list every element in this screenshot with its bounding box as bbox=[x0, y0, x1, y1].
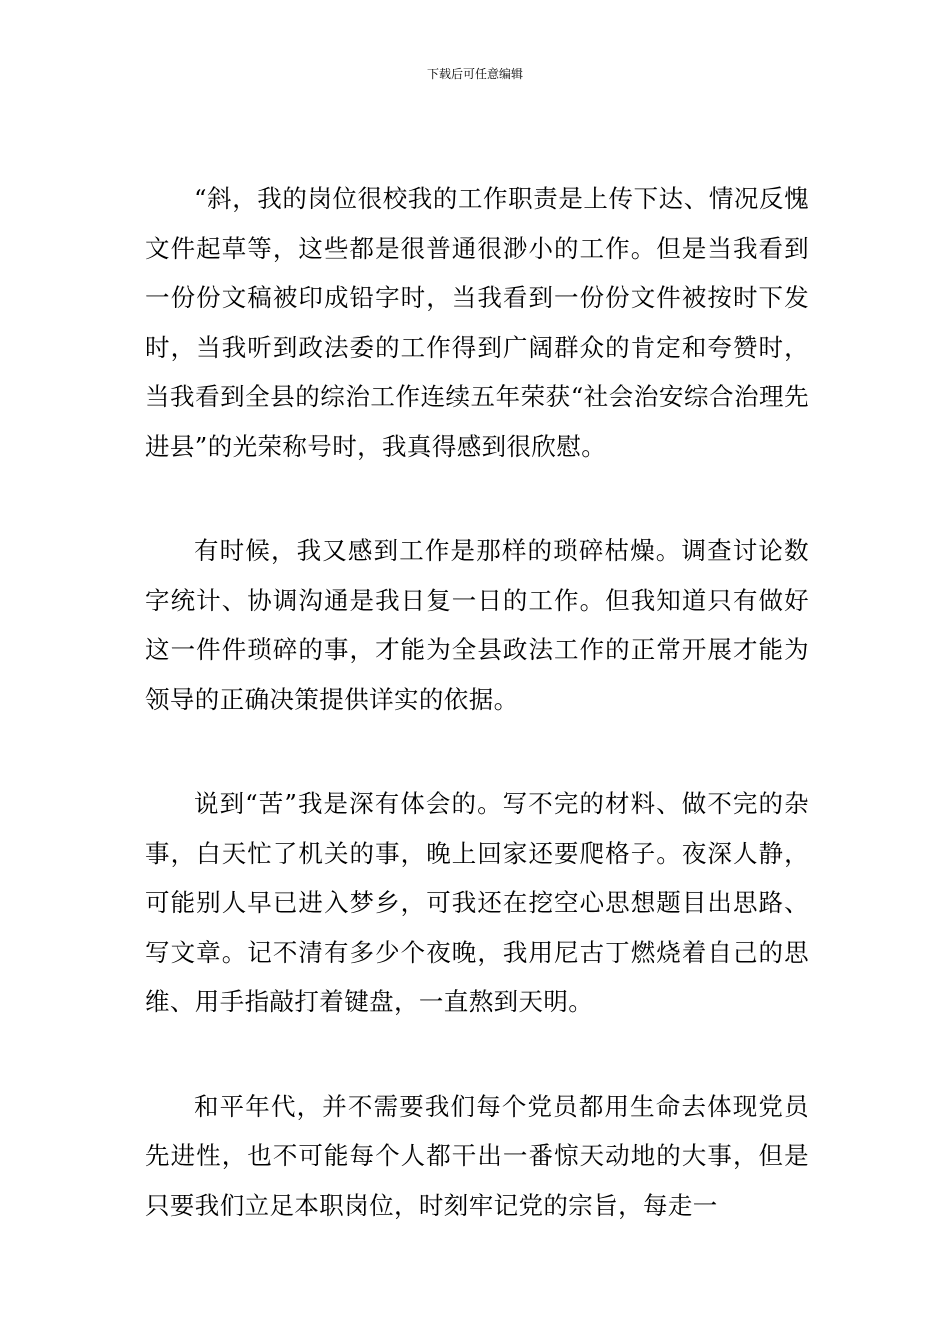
header-note: 下载后可任意编辑 bbox=[426, 67, 523, 81]
paragraph-1: “斜，我的岗位很校我的工作职责是上传下达、情况反愧文件起草等，这些都是很普通很渺小的工作。但是当我看到一份份文稿被印成铅字时，当我看到一份份文件被按时下发时，当我听到政法委的工作得到广阔群众的肯定和夸赞时，当我看到全县的综治工作连续五年荣获“社会治安综合治理先进县”的光荣称号时，我真得感到很欣慰。 bbox=[145, 184, 809, 461]
document-body bbox=[145, 174, 809, 1230]
paragraph-2: 有时候，我又感到工作是那样的琐碎枯燥。调查讨论数字统计、协调沟通是我日复一日的工作。但我知道只有做好这一件件琐碎的事，才能为全县政法工作的正常开展才能为领导的正确决策提供详实的依据。 bbox=[145, 536, 809, 714]
paragraph-4: 和平年代，并不需要我们每个党员都用生命去体现党员先进性，也不可能每个人都干出一番惊天动地的大事，但是只要我们立足本职岗位，时刻牢记党的宗旨，每走一 bbox=[145, 1091, 809, 1220]
paragraph-3: 说到“苦”我是深有体会的。写不完的材料、做不完的杂事，白天忙了机关的事，晚上回家还要爬格子。夜深人静，可能别人早已进入梦乡，可我还在挖空心思想题目出思路、写文章。记不清有多少个夜晚，我用尼古丁燃烧着自己的思维、用手指敲打着键盘，一直熬到天明。 bbox=[145, 789, 809, 1016]
